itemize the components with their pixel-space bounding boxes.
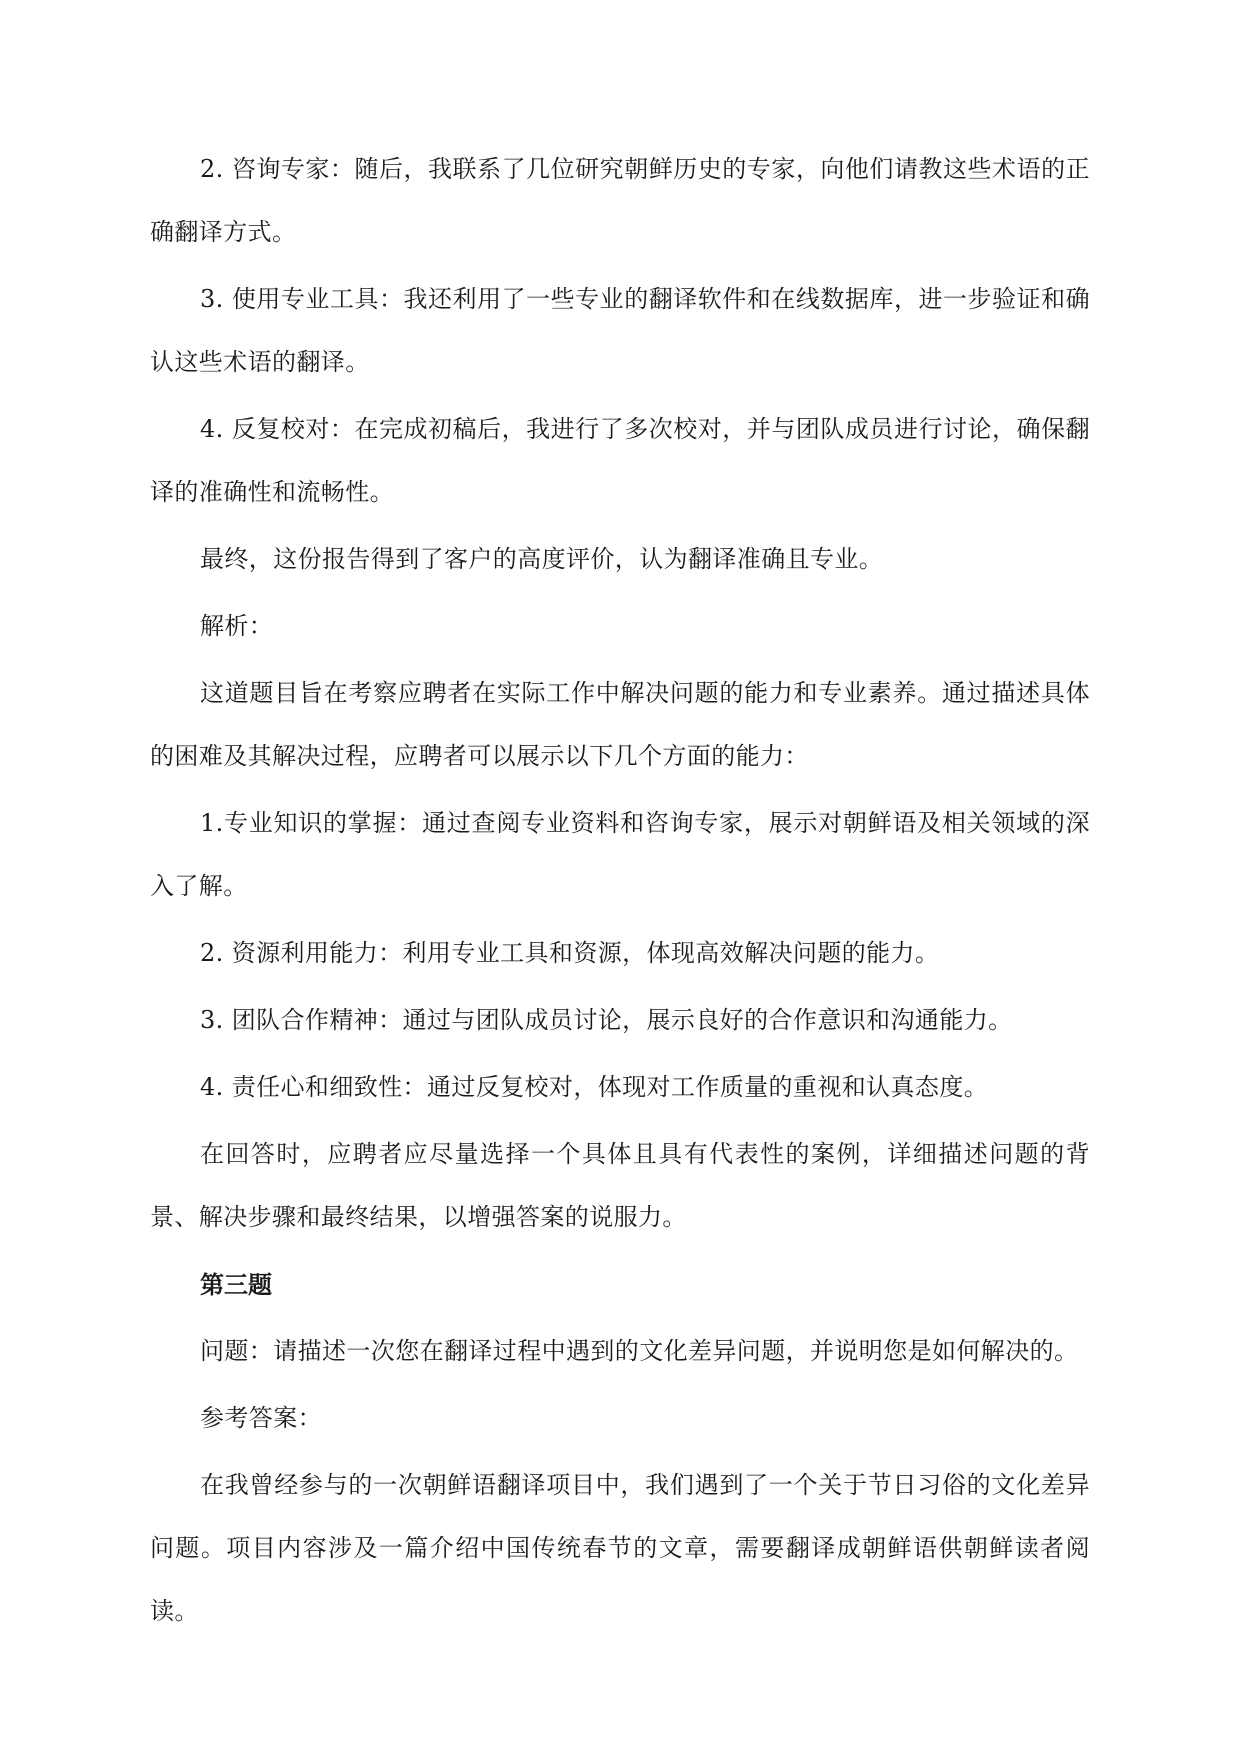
section-heading: 第三题 — [200, 1270, 272, 1299]
paragraph-analysis-intro: 这道题目旨在考察应聘者在实际工作中解决问题的能力和专业素养。通过描述具体的困难及其解决过程，应聘者可以展示以下几个方面的能力： — [150, 679, 1090, 770]
paragraph-proofreading: 4. 反复校对：在完成初稿后，我进行了多次校对，并与团队成员进行讨论，确保翻译的准确性和流畅性。 — [150, 415, 1090, 506]
paragraph-answer-body: 在我曾经参与的一次朝鲜语翻译项目中，我们遇到了一个关于节日习俗的文化差异问题。项目内容涉及一篇介绍中国传统春节的文章，需要翻译成朝鲜语供朝鲜读者阅读。 — [150, 1471, 1090, 1625]
paragraph-consult-experts: 2. 咨询专家：随后，我联系了几位研究朝鲜历史的专家，向他们请教这些术语的正确翻译方式。 — [150, 155, 1090, 246]
paragraph-point-knowledge: 1.专业知识的掌握：通过查阅专业资料和咨询专家，展示对朝鲜语及相关领域的深入了解。 — [150, 809, 1090, 900]
paragraph-point-responsibility: 4. 责任心和细致性：通过反复校对，体现对工作质量的重视和认真态度。 — [200, 1073, 989, 1101]
paragraph-point-teamwork: 3. 团队合作精神：通过与团队成员讨论，展示良好的合作意识和沟通能力。 — [200, 1006, 1013, 1034]
document-page — [150, 138, 1090, 1647]
paragraph-reference-answer-label: 参考答案： — [200, 1404, 322, 1432]
paragraph-point-resources: 2. 资源利用能力：利用专业工具和资源，体现高效解决问题的能力。 — [200, 939, 940, 967]
paragraph-use-tools: 3. 使用专业工具：我还利用了一些专业的翻译软件和在线数据库，进一步验证和确认这些术语的翻译。 — [150, 285, 1090, 376]
paragraph-answer-advice: 在回答时，应聘者应尽量选择一个具体且具有代表性的案例，详细描述问题的背景、解决步骤和最终结果，以增强答案的说服力。 — [150, 1140, 1090, 1231]
paragraph-question: 问题：请描述一次您在翻译过程中遇到的文化差异问题，并说明您是如何解决的。 — [200, 1337, 1079, 1365]
paragraph-analysis-label: 解析： — [200, 612, 274, 640]
paragraph-final-result: 最终，这份报告得到了客户的高度评价，认为翻译准确且专业。 — [200, 545, 884, 573]
